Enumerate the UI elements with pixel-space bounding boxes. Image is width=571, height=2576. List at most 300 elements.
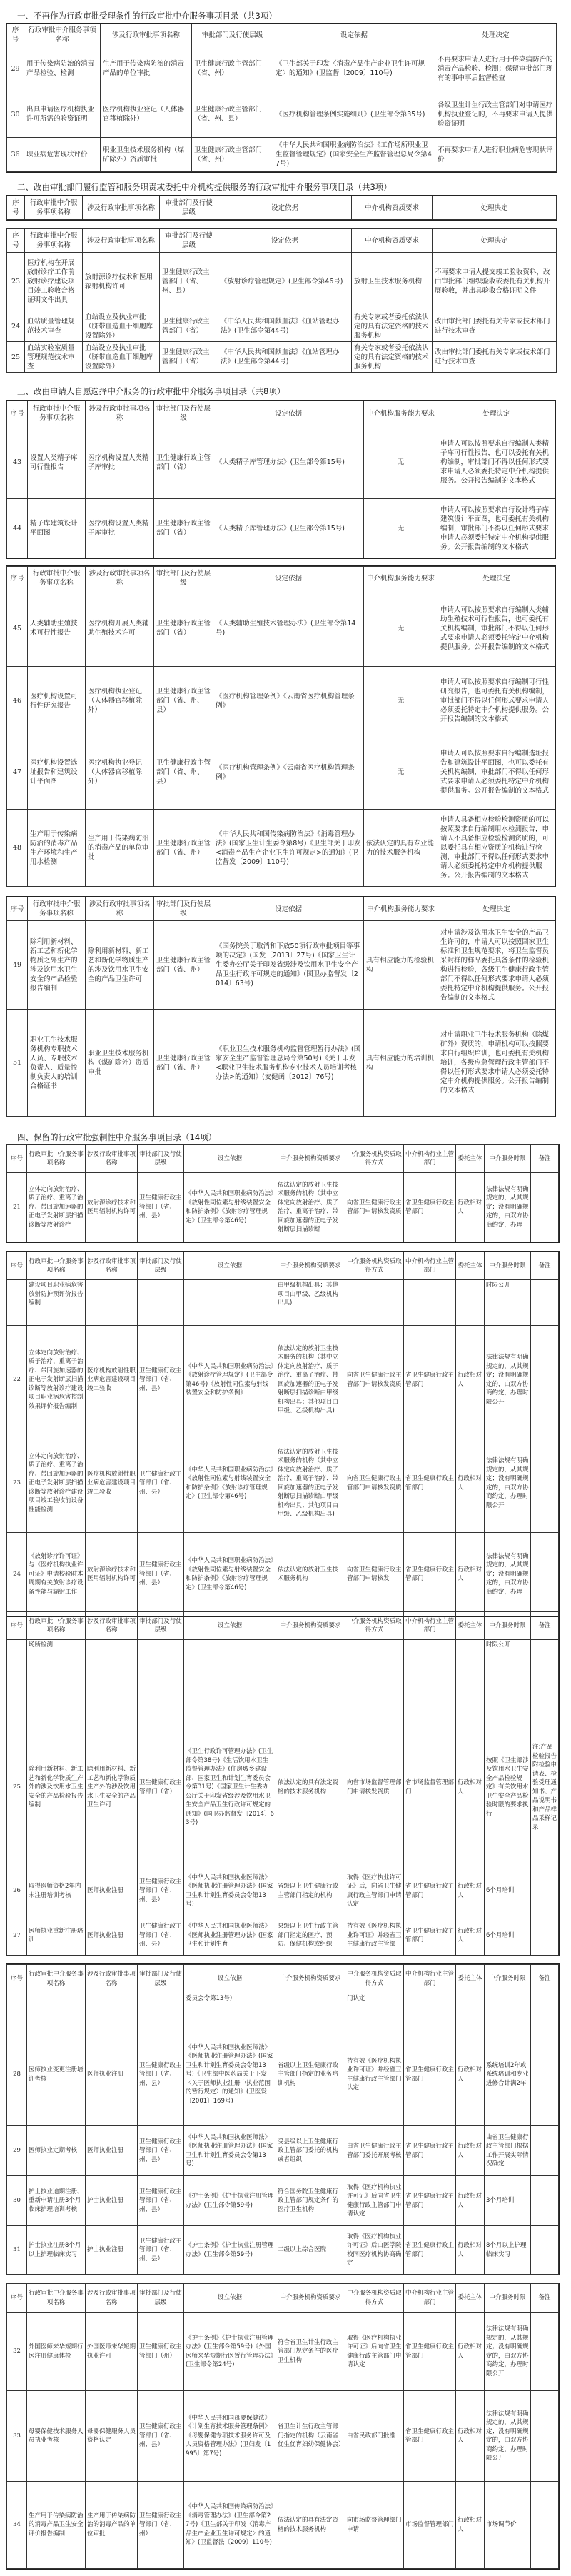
cell-service-name: 立体定向放射治疗、质子治疗、重离子治疗、带回旋加速器的正电子发射断层扫描诊断等放射诊疗建设项目竣工验收前设备性能检测 bbox=[27, 1434, 86, 1533]
cell-supervisor: 省卫生健康行政主管部门 bbox=[404, 2126, 456, 2176]
cell-decision: 申请人可以按照要求自行编制人类精子库可行性报告，也可以委托有关机构编制，审批部门不得以任何形式要求申请人必须委托特定中介机构提供服务。公开报告编制的文本格式 bbox=[438, 426, 555, 499]
header-row bbox=[7, 1965, 559, 1993]
cell-approval-item: 外国医师来华短期执业许可 bbox=[86, 2313, 138, 2391]
cell-capability: 无 bbox=[364, 735, 438, 810]
cell-entrusting-party: 行政相对人 bbox=[456, 1173, 485, 1242]
cell-supervisor: 省卫生健康行政主管部门 bbox=[404, 1326, 456, 1434]
cell-supervisor: 省卫生健康行政主管部门 bbox=[404, 1533, 456, 1616]
cell-entrusting-party bbox=[456, 1280, 485, 1326]
cell-basis: 《人类辅助生殖技术管理办法》(卫生部令第14号) bbox=[213, 590, 364, 667]
cell-service-name: 医疗机构设置选址报告和建筑设计平面图 bbox=[28, 735, 86, 810]
cell-qualification-method: 向市场监督管理部门申请 bbox=[345, 2482, 404, 2569]
column-header-approval-item: 涉及行政审批事项名称 bbox=[86, 1145, 138, 1173]
cell-approval-item: 生产用于传染病防治的消毒产品的单位审批 bbox=[86, 810, 154, 887]
cell-basis: 《中华人民共和国职业病防治法》《放射性同位素与射线装置安全和防护条例》《放射诊疗管理规定》(卫生部令第46号) bbox=[184, 1533, 276, 1616]
cell-department: 卫生健康行政主管部门（省、州、县） bbox=[138, 2023, 184, 2126]
header-row bbox=[7, 2284, 559, 2313]
cell-supervisor bbox=[404, 1280, 456, 1326]
cell-department bbox=[138, 1993, 184, 2023]
table-row bbox=[7, 590, 555, 667]
cell-approval-item: 医疗机构开展人类辅助生殖技术许可 bbox=[86, 590, 154, 667]
column-header-entrusting-party: 委托主体 bbox=[456, 1612, 485, 1640]
cell-seq: 25 bbox=[7, 342, 25, 373]
section-title-1: 一、不再作为行政审批受理条件的行政审批中介服务事项目录（共3项） bbox=[17, 11, 277, 21]
column-header-qualification: 中介服务机构资质要求 bbox=[276, 1612, 345, 1640]
column-header-seq: 序号 bbox=[7, 401, 28, 426]
cell-seq bbox=[7, 1993, 27, 2023]
cell-service-name: 职业病危害现状评价 bbox=[24, 138, 101, 172]
column-header-service-name: 行政审批中介服务事项名称 bbox=[25, 229, 83, 253]
section-title-2: 二、改由审批部门履行监管和服务职责或委托中介机构提供服务的行政审批中介服务事项目录（共3项） bbox=[17, 182, 392, 192]
cell-entrusting-party: 行政相对人 bbox=[456, 1709, 485, 1866]
cell-service-name: 医师执业变更注册培训考核 bbox=[27, 2023, 86, 2126]
column-header-seq: 序号 bbox=[7, 1252, 27, 1280]
column-header-decision: 处理决定 bbox=[438, 897, 555, 921]
cell-remarks bbox=[531, 1916, 559, 1956]
cell-seq: 45 bbox=[7, 590, 28, 667]
cell-service-name: 护士执业逾期注册、重新申请注册3个月临床护理培训考核 bbox=[27, 2176, 86, 2226]
cell-qualification: 二级以上综合医院 bbox=[276, 2226, 345, 2275]
column-header-time-limit: 中介服务时限 bbox=[485, 1965, 531, 1993]
column-header-entrusting-party: 委托主体 bbox=[456, 1252, 485, 1280]
column-header-approval-item: 涉及行政审批事项名称 bbox=[101, 24, 192, 46]
cell-entrusting-party: 行政相对人 bbox=[456, 2126, 485, 2176]
cell-qualification: 有关专家或者委托依法认定的具有法定资格的技术服务机构 bbox=[352, 311, 433, 342]
column-header-approval-item: 涉及行政审批事项名称 bbox=[83, 229, 160, 253]
cell-remarks bbox=[531, 1280, 559, 1326]
column-header-seq: 序号 bbox=[7, 1612, 27, 1640]
column-header-approval-item: 涉及行政审批事项名称 bbox=[86, 897, 154, 921]
cell-approval-item: 除利用新材料、新工艺和新化学物质生产外的涉及饮用水卫生安全的产品卫生许可 bbox=[86, 1709, 138, 1866]
cell-entrusting-party: 行政相对人 bbox=[456, 1866, 485, 1916]
cell-approval-item: 护士执业注册 bbox=[86, 2176, 138, 2226]
table-row bbox=[7, 1640, 559, 1709]
table-row bbox=[7, 1533, 559, 1616]
cell-qualification: 省级以上卫生健康行政主管部门指定的机构 bbox=[276, 1866, 345, 1916]
table-section-4-part-2 bbox=[6, 1252, 559, 1616]
cell-qualification: 依法认定的具有法定资格的技术服务机构 bbox=[276, 2482, 345, 2569]
cell-service-name: 医疗机构设置可行性研究报告 bbox=[28, 667, 86, 735]
cell-approval-item: 生产用于传染病防治的消毒产品的单位审批 bbox=[86, 2482, 138, 2569]
column-header-time-limit: 中介服务时限 bbox=[485, 1612, 531, 1640]
cell-basis bbox=[184, 1640, 276, 1709]
cell-remarks bbox=[531, 2023, 559, 2126]
cell-capability: 无 bbox=[364, 667, 438, 735]
cell-approval-item: 医疗机构设置人类精子库审批 bbox=[86, 499, 154, 558]
cell-remarks: 注:产品检验报告附检验申请表、检验受理通知书、产品说明书和产品样品采样记录 bbox=[531, 1709, 559, 1866]
cell-basis: 《中华人民共和国职业病防治法》《放射性同位素与射线装置安全和防护条例》《放射诊疗管理规定》(卫生部令第46号) bbox=[184, 1434, 276, 1533]
table-row bbox=[7, 1709, 559, 1866]
cell-approval-item: 放射源诊疗技术和医用辐射机构许可 bbox=[86, 1173, 138, 1242]
column-header-basis: 设定依据 bbox=[273, 24, 435, 46]
cell-approval-item bbox=[86, 1993, 138, 2023]
cell-seq: 26 bbox=[7, 1866, 27, 1916]
column-header-qualification: 中介机构资质要求 bbox=[352, 196, 433, 220]
cell-entrusting-party: 行政相对人 bbox=[456, 1916, 485, 1956]
column-header-service-name: 行政审批中介服务事项名称 bbox=[27, 1145, 86, 1173]
cell-qualification: 依法认定的放射卫生技术服务机构 bbox=[276, 1533, 345, 1616]
column-header-qualification: 中介机构资质要求 bbox=[352, 229, 433, 253]
cell-qualification: 受县级以上卫生健康行政主管部门委托的机构或者组织 bbox=[276, 2126, 345, 2176]
cell-supervisor: 市场监督管理部门 bbox=[404, 2482, 456, 2569]
cell-department: 卫生健康行政主管部门（省、州） bbox=[154, 921, 213, 1010]
column-header-basis: 设定依据 bbox=[213, 401, 364, 426]
cell-seq: 29 bbox=[7, 2126, 27, 2176]
cell-department: 卫生健康行政主管部门（省、州、县） bbox=[138, 2176, 184, 2226]
cell-seq: 48 bbox=[7, 810, 28, 887]
cell-approval-item: 护士执业注册 bbox=[86, 2226, 138, 2275]
cell-qualification: 符合省卫生计生行政主管部门规定条件的医疗卫生机构 bbox=[276, 2313, 345, 2391]
table-section-4-part-5 bbox=[6, 2283, 559, 2569]
cell-service-name: 生产用于传染病防治的消毒产品生产环境和生产用水检测 bbox=[28, 810, 86, 887]
cell-seq: 23 bbox=[7, 253, 25, 311]
cell-entrusting-party bbox=[456, 1993, 485, 2023]
cell-decision: 改由审批部门委托有关专家或技术部门进行技术审查 bbox=[433, 342, 557, 373]
cell-seq: 32 bbox=[7, 2313, 27, 2391]
cell-time-limit: 时限公开 bbox=[485, 1280, 531, 1326]
cell-seq: 24 bbox=[7, 1533, 27, 1616]
cell-service-name: 生产用于传染病防治的消毒产品卫生安全评价报告编制 bbox=[27, 2482, 86, 2569]
table-row bbox=[7, 1916, 559, 1956]
header-row bbox=[7, 229, 557, 253]
header-row bbox=[7, 1252, 559, 1280]
column-header-remarks: 备注 bbox=[531, 1612, 559, 1640]
cell-basis: 《中华人民共和国职业病防治法》《放射诊疗管理规定》(卫生部令第46号)《放射性同位素与射线装置安全和防护条例》 bbox=[184, 1326, 276, 1434]
cell-approval-item: 医师执业注册 bbox=[86, 2023, 138, 2126]
cell-basis: 《护士条例》《护士执业注册管理办法》(卫生部令第59号) bbox=[184, 2176, 276, 2226]
table-row bbox=[7, 2226, 559, 2275]
cell-qualification: 依法认定的放射卫生技术服务的机构（其中立体定向放射治疗、质子治疗、重离子治疗、带回旋加速器的正电子发射断层扫描诊断 bbox=[276, 1173, 345, 1242]
column-header-qualification-method: 中介服务机构资质取得方式 bbox=[345, 2284, 404, 2313]
cell-remarks bbox=[531, 1434, 559, 1533]
cell-department: 卫生健康行政主管部门（省、州、县） bbox=[138, 1173, 184, 1242]
column-header-basis: 设立依据 bbox=[184, 1612, 276, 1640]
table-row bbox=[7, 1280, 559, 1326]
cell-department: 卫生健康行政主管部门（省、州、县） bbox=[192, 91, 273, 138]
cell-seq: 22 bbox=[7, 1326, 27, 1434]
section-title-3: 三、改由申请人自愿选择中介服务的行政审批中介服务事项目录（共8项） bbox=[17, 386, 286, 396]
column-header-approval-item: 涉及行政审批事项名称 bbox=[86, 401, 154, 426]
table-section-1 bbox=[6, 24, 557, 172]
cell-seq: 25 bbox=[7, 1709, 27, 1866]
cell-seq: 29 bbox=[7, 46, 24, 91]
cell-approval-item bbox=[86, 1280, 138, 1326]
cell-qualification-method: 取得《医疗机构执业许可证》后由医学院校同医疗机构协商确定 bbox=[345, 2226, 404, 2275]
cell-decision: 申请人可以按照要求自行编制人类辅助生殖技术可行性报告，也可委托有关机构编制，审批部门不得以任何形式要求申请人必须委托特定中介机构提供服务。公开报告编制的文本格式 bbox=[438, 590, 555, 667]
column-header-qualification: 中介服务机构资质要求 bbox=[276, 1145, 345, 1173]
table-row bbox=[7, 735, 555, 810]
cell-basis: 《中华人民共和国职业病防治法》《工作场所职业卫生监督管理规定》(国家安全生产监督管理总局令第47号) bbox=[273, 138, 435, 172]
column-header-qualification: 中介服务机构资质要求 bbox=[276, 1252, 345, 1280]
cell-approval-item: 医疗机构执业登记（人体器官移植除外） bbox=[86, 735, 154, 810]
cell-capability: 具有相应能力的培训机构 bbox=[364, 1010, 438, 1117]
cell-service-name: 血站质量管理规范技术审查 bbox=[25, 311, 83, 342]
cell-time-limit: 由省卫生健康行政主管部门根据工作开展实际情况确定 bbox=[485, 2126, 531, 2176]
cell-basis: 《放射诊疗管理规定》(卫生部令第46号) bbox=[218, 253, 352, 311]
cell-entrusting-party: 行政相对人 bbox=[456, 1434, 485, 1533]
column-header-basis: 设定依据 bbox=[213, 897, 364, 921]
cell-department: 卫生健康行政主管部门（省、州） bbox=[192, 46, 273, 91]
cell-time-limit: 市场调节价 bbox=[485, 2482, 531, 2569]
cell-service-name: 取得医师资格2年内未注册培训考核 bbox=[27, 1866, 86, 1916]
cell-time-limit: 法律法规有明确规定的，从其规定；没有明确规定的，由双方协商约定，办理时限公开 bbox=[485, 2391, 531, 2482]
column-header-service-name: 行政审批中介服务事项名称 bbox=[27, 1252, 86, 1280]
cell-qualification bbox=[276, 1640, 345, 1709]
column-header-remarks: 备注 bbox=[531, 2284, 559, 2313]
cell-approval-item: 医疗机构设置人类精子库审批 bbox=[86, 426, 154, 499]
cell-service-name: 设置人类精子库可行性报告 bbox=[28, 426, 86, 499]
column-header-service-name: 行政审批中介服务事项名称 bbox=[24, 24, 101, 46]
cell-basis: 《中华人民共和国执业医师法》《医师执业注册管理办法》(国家卫生和计划生育委员会令第13号)《卫生部中医药局关于下发〈关于医师执业注册中执业范围的暂行规定〉的通知》(卫医发〔2001〕169号) bbox=[184, 2023, 276, 2126]
column-header-entrusting-party: 委托主体 bbox=[456, 1145, 485, 1173]
cell-decision: 各级卫生计生行政主管部门对申请医疗机构执业登记的，不再要求申请人提供验资证明 bbox=[435, 91, 557, 138]
cell-qualification-method: 门认定 bbox=[345, 1993, 404, 2023]
cell-time-limit: 6个月培训 bbox=[485, 1866, 531, 1916]
cell-basis: 《中华人民共和国献血法》《血站管理办法》(卫生部令第44号) bbox=[218, 311, 352, 342]
cell-qualification-method bbox=[345, 1640, 404, 1709]
table-row bbox=[7, 1010, 555, 1117]
cell-qualification: 省级以上卫生健康行政主管部门指定的业务培训机构 bbox=[276, 2023, 345, 2126]
cell-qualification-method: 由省卫生健康行政主管部门委托开展考核 bbox=[345, 2126, 404, 2176]
column-header-seq: 序号 bbox=[7, 897, 28, 921]
column-header-qualification-method: 中介服务机构资质取得方式 bbox=[345, 1252, 404, 1280]
cell-service-name: 除利用新材料、新工艺和新化学物质生产外的涉及饮用水卫生安全的产品检验报告编制 bbox=[27, 1709, 86, 1866]
cell-decision: 申请人具备相应检验检测资质的可以按照要求自行编制用水检测报告，申请人不具备相应检验检测资质的，可以委托具有相应资质的机构进行检测，审批部门不得以任何形式要求申请人必须委托特定中介机构提供服务。公开报告编制的文本格式 bbox=[438, 810, 555, 887]
column-header-department: 审批部门及行使层级 bbox=[154, 567, 213, 590]
column-header-service-name: 行政审批中介服务事项名称 bbox=[27, 1612, 86, 1640]
table-row bbox=[7, 46, 557, 91]
cell-time-limit: 3个月培训 bbox=[485, 2176, 531, 2226]
column-header-seq: 序号 bbox=[7, 1145, 27, 1173]
cell-approval-item: 职业卫生技术服务机构（煤矿除外）资质审批 bbox=[101, 138, 192, 172]
cell-seq: 31 bbox=[7, 2226, 27, 2275]
table-row bbox=[7, 1326, 559, 1434]
column-header-approval-item: 涉及行政审批事项名称 bbox=[86, 2284, 138, 2313]
column-header-supervisor: 中介机构行业主管部门 bbox=[404, 2284, 456, 2313]
cell-department: 卫生健康行政主管部门（省、州、县） bbox=[160, 253, 218, 311]
column-header-service-name: 行政审批中介服务事项名称 bbox=[27, 1965, 86, 1993]
column-header-service-name: 行政审批中介服务事项名称 bbox=[25, 196, 83, 220]
table-row bbox=[7, 1434, 559, 1533]
cell-capability: 依法认定的具有专业能力的技术服务机构 bbox=[364, 810, 438, 887]
table-row bbox=[7, 810, 555, 887]
column-header-department: 审批部门及行使层级 bbox=[138, 1252, 184, 1280]
cell-seq: 30 bbox=[7, 91, 24, 138]
cell-seq: 33 bbox=[7, 2391, 27, 2482]
cell-seq: 47 bbox=[7, 735, 28, 810]
cell-supervisor: 省卫生健康行政主管部门 bbox=[404, 2176, 456, 2226]
cell-approval-item: 血站设立及执业审批（脐带血造血干细胞库设置除外） bbox=[83, 342, 160, 373]
cell-approval-item: 母婴保健服务人员资格认定 bbox=[86, 2391, 138, 2482]
table-section-3-part-3 bbox=[6, 897, 555, 1117]
cell-department: 卫生健康行政主管部门（省、州、县） bbox=[138, 2391, 184, 2482]
cell-remarks bbox=[531, 2126, 559, 2176]
cell-time-limit: 法律法规有明确规定的，从其规定；没有明确规定的，由双方协商约定，办理时限公开 bbox=[485, 1326, 531, 1434]
cell-approval-item: 血站设立及执业审批（脐带血造血干细胞库设置除外） bbox=[83, 311, 160, 342]
table-row bbox=[7, 2391, 559, 2482]
cell-service-name: 《放射诊疗许可证》与《医疗机构执业许可证》申请校验时本周期有关放射诊疗设备性能与辐射工作 bbox=[27, 1533, 86, 1616]
column-header-department: 审批部门及行使层级 bbox=[154, 401, 213, 426]
column-header-seq: 序号 bbox=[7, 229, 25, 253]
column-header-service-name: 行政审批中介服务事项名称 bbox=[28, 567, 86, 590]
column-header-decision: 处理决定 bbox=[433, 229, 557, 253]
column-header-service-name: 行政审批中介服务事项名称 bbox=[28, 897, 86, 921]
cell-seq bbox=[7, 1640, 27, 1709]
cell-remarks bbox=[531, 1533, 559, 1616]
cell-remarks bbox=[531, 2226, 559, 2275]
cell-time-limit: 8个月以上护理临床实习 bbox=[485, 2226, 531, 2275]
column-header-capability: 中介机构服务能力要求 bbox=[364, 897, 438, 921]
cell-department: 卫生健康行政主管部门（省） bbox=[154, 590, 213, 667]
cell-approval-item bbox=[86, 1640, 138, 1709]
cell-seq: 34 bbox=[7, 2482, 27, 2569]
cell-qualification: 依法认定的放射卫生技术服务的机构（其中立体定向放射治疗、质子治疗、重离子治疗、带回旋加速器的正电子发射断层扫描诊断由甲级机构出具；其他项目由甲级、乙级机构出具) bbox=[276, 1326, 345, 1434]
cell-basis: 《人类精子库管理办法》(卫生部令第15号) bbox=[213, 426, 364, 499]
cell-seq: 43 bbox=[7, 426, 28, 499]
cell-approval-item: 医疗机构放射性职业病危害建设项目竣工验收 bbox=[86, 1434, 138, 1533]
cell-seq bbox=[7, 1280, 27, 1326]
table-row bbox=[7, 138, 557, 172]
cell-basis: 《中华人民共和国母婴保健法》《计划生育技术服务管理条例》《母婴保健专项技术服务许可及人员资格管理办法》(卫妇发〔1995〕第7号) bbox=[184, 2391, 276, 2482]
cell-basis: 委员会令第13号) bbox=[184, 1993, 276, 2023]
cell-supervisor: 省市场监督管理部门 bbox=[404, 1709, 456, 1866]
table-row bbox=[7, 91, 557, 138]
cell-department: 卫生健康行政主管部门（省、州、县） bbox=[138, 1326, 184, 1434]
header-row bbox=[7, 1145, 559, 1173]
section-title-4: 四、保留的行政审批强制性中介服务事项目录（14项） bbox=[17, 1132, 217, 1142]
cell-supervisor: 省卫生健康行政主管部门 bbox=[404, 1173, 456, 1242]
cell-remarks bbox=[531, 1640, 559, 1709]
table-row bbox=[7, 1993, 559, 2023]
cell-supervisor bbox=[404, 1640, 456, 1709]
cell-qualification: 县级以上卫生行政主管部门指定的医疗、预防、保健机构或组织 bbox=[276, 1916, 345, 1956]
cell-basis: 《医疗机构管理条例》《云南省医疗机构管理条例》 bbox=[213, 735, 364, 810]
cell-time-limit: 按照《卫生部涉及饮用水卫生安全产品检验规定》有关饮用水卫生安全产品检验时限的要求执行 bbox=[485, 1709, 531, 1866]
cell-basis: 《医疗机构管理条例》《云南省医疗机构管理条例》 bbox=[213, 667, 364, 735]
cell-seq: 23 bbox=[7, 1434, 27, 1533]
column-header-entrusting-party: 委托主体 bbox=[456, 1965, 485, 1993]
table-section-4-part-1 bbox=[6, 1144, 559, 1242]
column-header-department: 审批部门及行使层级 bbox=[160, 196, 218, 220]
column-header-department: 审批部门及行使层级 bbox=[138, 1612, 184, 1640]
column-header-time-limit: 中介服务时限 bbox=[485, 2284, 531, 2313]
cell-time-limit: 法律法规有明确规定的，从其规定；没有明确规定的，由双方协商约定，办理时限公开 bbox=[485, 1434, 531, 1533]
column-header-department: 审批部门及行使层级 bbox=[138, 2284, 184, 2313]
column-header-basis: 设立依据 bbox=[184, 1965, 276, 1993]
column-header-basis: 设定依据 bbox=[213, 567, 364, 590]
table-row bbox=[7, 342, 557, 373]
cell-basis: 《中华人民共和国执业医师法》《医师执业注册管理办法》(国家卫生和计划生育委员会令第13号) bbox=[184, 1866, 276, 1916]
cell-qualification-method: 向省卫生健康行政主管部门申请核发资质 bbox=[345, 1173, 404, 1242]
cell-department: 卫生健康行政主管部门（省、州） bbox=[192, 138, 273, 172]
cell-entrusting-party bbox=[456, 1640, 485, 1709]
cell-decision: 不再要求申请人提交竣工验收资料，改由审批部门组织验收或委托有关机构开展验收，并出具验收合格证明文件 bbox=[433, 253, 557, 311]
cell-service-name: 护士执业注册8个月以上护理临床实习 bbox=[27, 2226, 86, 2275]
cell-decision: 申请人可以按照要求自行编制可行性研究报告，也可委托有关机构编制，审批部门不得以任何形式要求申请人必须委托特定中介机构提供服务。公开报告编制的文本格式 bbox=[438, 667, 555, 735]
cell-remarks bbox=[531, 1173, 559, 1242]
cell-service-name: 医师执业定期考核 bbox=[27, 2126, 86, 2176]
table-row bbox=[7, 426, 555, 499]
cell-service-name: 精子库建筑设计平面图 bbox=[28, 499, 86, 558]
cell-department bbox=[138, 1280, 184, 1326]
column-header-capability: 中介机构服务能力要求 bbox=[364, 567, 438, 590]
cell-qualification: 依法认定的放射卫生技术服务的机构（其中立体定向放射治疗、质子治疗、重离子治疗、带回旋加速器的正电子发射断层扫描诊断由甲级机构出具；其他项目由甲级、乙级机构出具) bbox=[276, 1434, 345, 1533]
cell-entrusting-party: 行政相对人 bbox=[456, 2176, 485, 2226]
column-header-department: 审批部门及行使层级 bbox=[154, 897, 213, 921]
cell-approval-item: 医师执业注册 bbox=[86, 2126, 138, 2176]
cell-basis: 《护士条例》《护士执业注册管理办法》(卫生部令第59号)《外国医师来华短期行医暂行管理办法》(卫生部令第24号) bbox=[184, 2313, 276, 2391]
cell-qualification: 放射卫生技术服务机构 bbox=[352, 253, 433, 311]
column-header-decision: 处理决定 bbox=[438, 567, 555, 590]
cell-remarks bbox=[531, 2391, 559, 2482]
cell-department: 卫生健康行政主管部门（州） bbox=[138, 2313, 184, 2391]
cell-capability: 无 bbox=[364, 499, 438, 558]
cell-approval-item: 职业卫生技术服务机构（煤矿除外）资质审批 bbox=[86, 1010, 154, 1117]
cell-seq: 36 bbox=[7, 138, 24, 172]
header-row bbox=[7, 401, 555, 426]
table-row bbox=[7, 921, 555, 1010]
column-header-remarks: 备注 bbox=[531, 1145, 559, 1173]
cell-basis: 《中华人民共和国执业医师法》《医师执业注册管理办法》(国家卫生和计划生育 bbox=[184, 1916, 276, 1956]
cell-service-name: 建设项目职业病危害放射防护预评价报告编制 bbox=[27, 1280, 86, 1326]
cell-supervisor: 省卫生健康行政主管部门 bbox=[404, 2023, 456, 2126]
cell-service-name: 用于传染病防治的消毒产品检验、检测 bbox=[24, 46, 101, 91]
table-row bbox=[7, 2482, 559, 2569]
table-row bbox=[7, 667, 555, 735]
column-header-supervisor: 中介机构行业主管部门 bbox=[404, 1612, 456, 1640]
cell-basis: 《卫生部关于印发〈消毒产品生产企业卫生许可规定〉的通知》(卫监督〔2009〕110号) bbox=[273, 46, 435, 91]
cell-department: 卫生健康行政主管部门（省、州、县） bbox=[138, 2226, 184, 2275]
cell-supervisor: 省卫生健康行政主管部门 bbox=[404, 1916, 456, 1956]
cell-qualification-method: 向省卫生健康行政主管部门申请核发资质 bbox=[345, 1434, 404, 1533]
cell-department: 卫生健康行政主管部门（省） bbox=[160, 342, 218, 373]
table-section-4-part-3 bbox=[6, 1611, 559, 1956]
cell-decision: 对申请职业卫生技术服务机构（除煤矿外）资质的，申请机构可以按照要求自行组织培训，也可委托有关机构培训，各级应急管理行政主管部门不得以任何形式要求申请人必须委托特定中介机构提供服务。公开报告编制的文本格式 bbox=[438, 1010, 555, 1117]
column-header-decision: 处理决定 bbox=[435, 24, 557, 46]
cell-entrusting-party: 行政相对人 bbox=[456, 1533, 485, 1616]
column-header-department: 审批部门及行使层级 bbox=[138, 1965, 184, 1993]
column-header-remarks: 备注 bbox=[531, 1252, 559, 1280]
cell-time-limit: 法律法规有明确规定的，从其规定；没有明确规定的，由双方协商约定，办理 bbox=[485, 1533, 531, 1616]
table-row bbox=[7, 253, 557, 311]
table-section-4-part-4 bbox=[6, 1964, 559, 2275]
cell-seq: 27 bbox=[7, 1916, 27, 1956]
cell-approval-item: 医疗机构执业登记（人体器官移植除外） bbox=[101, 91, 192, 138]
cell-qualification bbox=[276, 1993, 345, 2023]
cell-basis: 《中华人民共和国传染病防治法》《消毒管理办法》(国家卫生计生委令第8号)《卫生部关于印发<消毒产品生产企业卫生许可规定>的通知》(卫监督发〔2009〕110号) bbox=[213, 810, 364, 887]
cell-supervisor: 省卫生健康行政主管部门 bbox=[404, 2313, 456, 2391]
cell-department: 卫生健康行政主管部门（省） bbox=[154, 499, 213, 558]
cell-service-name: 血站实验室质量管理规范技术审查 bbox=[25, 342, 83, 373]
cell-qualification-method: 持有效《医疗机构执业许可证》并经省卫生健康行政主管部门认定 bbox=[345, 2023, 404, 2126]
cell-remarks bbox=[531, 2313, 559, 2391]
cell-qualification-method: 向省市场监督管理部门申请核发资质 bbox=[345, 1709, 404, 1866]
cell-department bbox=[138, 1640, 184, 1709]
cell-service-name bbox=[27, 1993, 86, 2023]
cell-basis: 《中华人民共和国传染病防治法》《消毒管理办法》(卫生部令第27号)《卫生部关于印发〈消毒产品生产企业卫生许可规定〉的通知》(卫监督法〔2009〕110号) bbox=[184, 2482, 276, 2569]
header-row bbox=[7, 196, 557, 220]
column-header-supervisor: 中介机构行业主管部门 bbox=[404, 1145, 456, 1173]
column-header-supervisor: 中介机构行业主管部门 bbox=[404, 1965, 456, 1993]
cell-department: 卫生健康行政主管部门（省、州） bbox=[138, 2482, 184, 2569]
cell-remarks bbox=[531, 1326, 559, 1434]
cell-service-name: 立体定向放射治疗、质子治疗、重离子治疗、带回旋加速器的正电子发射断层扫描诊断等放射诊疗建设项目职业病危害控制效果评价报告编制 bbox=[27, 1326, 86, 1434]
cell-service-name: 出具申请医疗机构执业许可所需的验资证明 bbox=[24, 91, 101, 138]
column-header-qualification-method: 中介服务机构资质取得方式 bbox=[345, 1612, 404, 1640]
column-header-basis: 设立依据 bbox=[184, 1145, 276, 1173]
cell-service-name: 职业卫生技术服务机构专职技术人员、专职技术负责人、质量控制负责人的培训合格证书 bbox=[28, 1010, 86, 1117]
cell-service-name: 母婴保健技术服务人员执业考核 bbox=[27, 2391, 86, 2482]
